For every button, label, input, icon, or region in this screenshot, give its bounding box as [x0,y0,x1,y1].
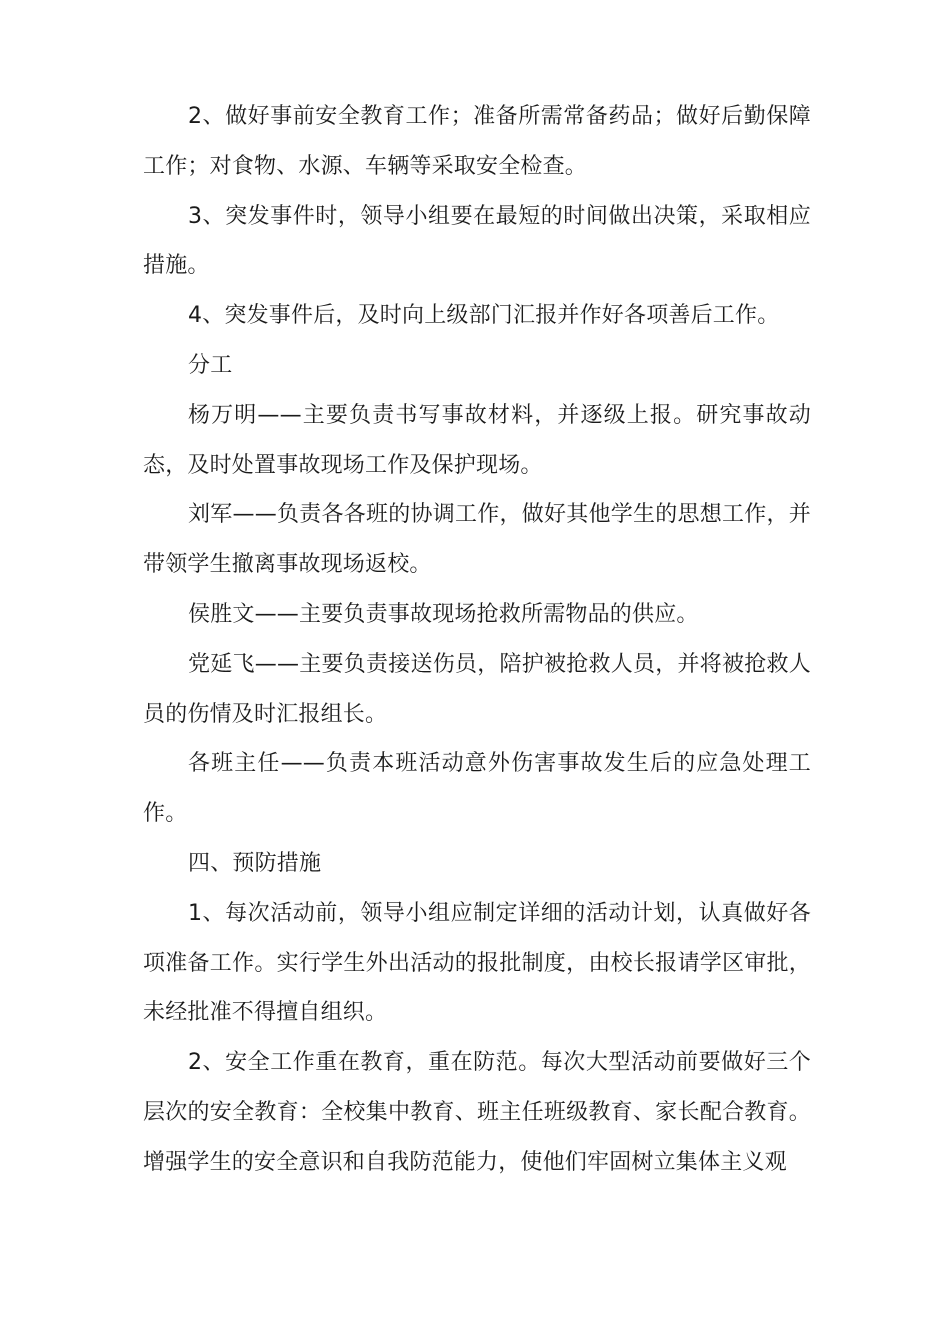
section-heading-division: 分工 [188,352,233,378]
paragraph-duty-liu: 刘军——负责各各班的协调工作，做好其他学生的思想工作，并带领学生撤离事故现场返校。 [143,502,811,578]
section-heading-prevention: 四、预防措施 [188,850,322,876]
paragraph-prevention-2: 2、安全工作重在教育，重在防范。每次大型活动前要做好三个层次的安全教育：全校集中教育、班主任班级教育、家长配合教育。增强学生的安全意识和自我防范能力，使他们牢固树立集体主义观 [143,1050,811,1175]
paragraph-preparation: 2、做好事前安全教育工作；准备所需常备药品；做好后勤保障工作；对食物、水源、车辆等采取安全检查。 [143,104,811,179]
paragraph-after-incident: 4、突发事件后，及时向上级部门汇报并作好各项善后工作。 [188,303,780,329]
paragraph-duty-class-teachers: 各班主任——负责本班活动意外伤害事故发生后的应急处理工作。 [143,751,811,827]
paragraph-prevention-1: 1、每次活动前，领导小组应制定详细的活动计划，认真做好各项准备工作。实行学生外出活动的报批制度，由校长报请学区审批，未经批准不得擅自组织。 [143,900,811,1026]
paragraph-duty-yang: 杨万明——主要负责书写事故材料，并逐级上报。研究事故动态，及时处置事故现场工作及保护现场。 [143,402,811,478]
paragraph-emergency-decision: 3、突发事件时，领导小组要在最短的时间做出决策，采取相应措施。 [143,203,811,279]
document-body [143,92,811,1188]
paragraph-duty-hou: 侯胜文——主要负责事故现场抢救所需物品的供应。 [188,601,699,627]
paragraph-duty-dang: 党延飞——主要负责接送伤员，陪护被抢救人员，并将被抢救人员的伤情及时汇报组长。 [143,651,811,727]
